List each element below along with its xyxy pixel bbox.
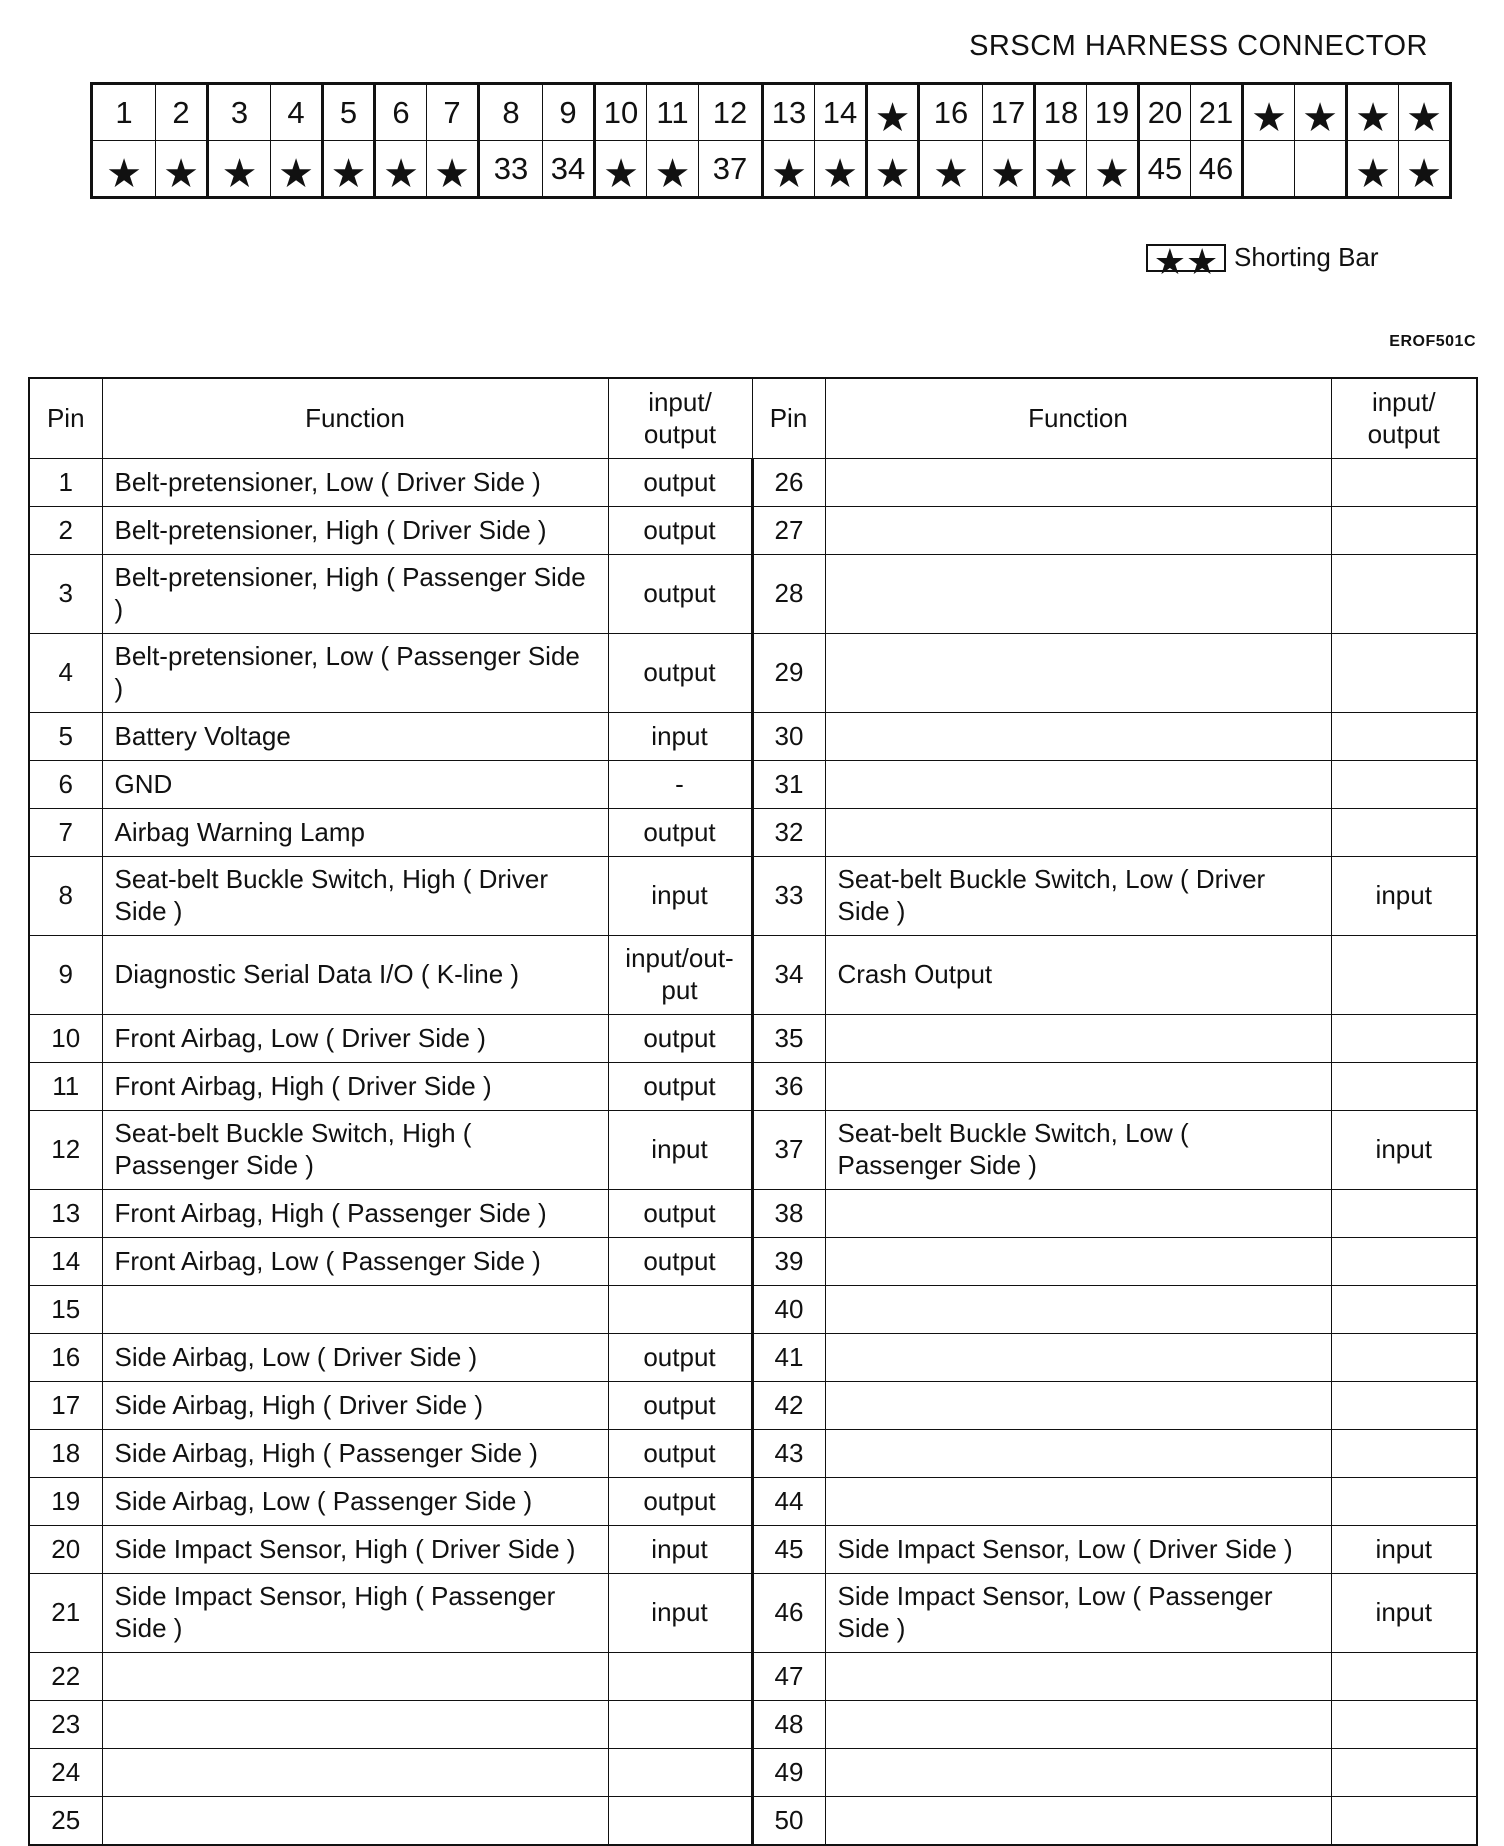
table-row <box>29 1286 1477 1334</box>
bottom_row-cell: 37 <box>699 141 763 198</box>
bottom_row-cell <box>1295 141 1347 198</box>
connector-title: SRSCM HARNESS CONNECTOR <box>969 30 1428 62</box>
top_row-cell: ★ <box>1295 84 1347 141</box>
function-cell: Side Impact Sensor, High ( Driver Side ) <box>102 1526 608 1574</box>
top_row-cell: 20 <box>1139 84 1191 141</box>
function-cell-right <box>825 1238 1331 1286</box>
shorting-bar-legend <box>1146 240 1379 282</box>
top_row-cell: 14 <box>815 84 867 141</box>
pin-cell-right: 31 <box>752 761 825 809</box>
function-cell: Battery Voltage <box>102 713 608 761</box>
function-cell-right <box>825 761 1331 809</box>
function-cell-right <box>825 1334 1331 1382</box>
table-row <box>29 1190 1477 1238</box>
table-row <box>29 1238 1477 1286</box>
bottom_row-cell: ★ <box>867 141 919 198</box>
function-cell-right: Seat-belt Buckle Switch, Low ( Driver Side ) <box>825 857 1331 936</box>
io-cell <box>608 1286 752 1334</box>
connector-top-row <box>92 84 1451 141</box>
pin-cell: 17 <box>29 1382 102 1430</box>
top_row-cell: 11 <box>647 84 699 141</box>
io-cell-right <box>1331 1478 1477 1526</box>
pin-cell: 4 <box>29 634 102 713</box>
pin-cell-right: 29 <box>752 634 825 713</box>
function-cell <box>102 1286 608 1334</box>
pin-cell: 19 <box>29 1478 102 1526</box>
top_row-cell: 9 <box>543 84 595 141</box>
table-row <box>29 1382 1477 1430</box>
pin-cell: 3 <box>29 555 102 634</box>
top_row-cell: 16 <box>919 84 983 141</box>
pin-cell: 10 <box>29 1015 102 1063</box>
pin-cell-right: 47 <box>752 1653 825 1701</box>
pin-cell-right: 39 <box>752 1238 825 1286</box>
io-cell-right <box>1331 1701 1477 1749</box>
function-cell-right <box>825 555 1331 634</box>
io-cell: output <box>608 1478 752 1526</box>
pin-cell: 16 <box>29 1334 102 1382</box>
io-cell-right: input <box>1331 1574 1477 1653</box>
io-cell-right <box>1331 459 1477 507</box>
function-cell-right: Crash Output <box>825 936 1331 1015</box>
top_row-cell: 17 <box>983 84 1035 141</box>
io-cell: output <box>608 1063 752 1111</box>
function-cell <box>102 1701 608 1749</box>
bottom_row-cell: ★ <box>323 141 375 198</box>
function-cell: Front Airbag, Low ( Driver Side ) <box>102 1015 608 1063</box>
top_row-cell: 12 <box>699 84 763 141</box>
function-cell-right <box>825 507 1331 555</box>
pin-cell: 12 <box>29 1111 102 1190</box>
header-io: input/ output <box>608 378 752 459</box>
table-row <box>29 634 1477 713</box>
io-cell: output <box>608 507 752 555</box>
io-cell-right <box>1331 1190 1477 1238</box>
header-function: Function <box>102 378 608 459</box>
figure-code: EROF501C <box>1389 333 1476 350</box>
io-cell-right <box>1331 634 1477 713</box>
function-cell: Belt-pretensioner, High ( Passenger Side ) <box>102 555 608 634</box>
pin-cell: 21 <box>29 1574 102 1653</box>
io-cell-right <box>1331 555 1477 634</box>
function-cell-right <box>825 809 1331 857</box>
pin-cell-right: 38 <box>752 1190 825 1238</box>
io-cell: output <box>608 1015 752 1063</box>
io-cell-right <box>1331 1015 1477 1063</box>
pin-cell-right: 48 <box>752 1701 825 1749</box>
table-row <box>29 936 1477 1015</box>
function-cell: Side Airbag, Low ( Passenger Side ) <box>102 1478 608 1526</box>
bottom_row-cell: ★ <box>427 141 479 198</box>
table-row <box>29 1430 1477 1478</box>
function-cell: Side Airbag, High ( Driver Side ) <box>102 1382 608 1430</box>
pin-cell-right: 40 <box>752 1286 825 1334</box>
io-cell-right <box>1331 1238 1477 1286</box>
function-cell: Side Airbag, Low ( Driver Side ) <box>102 1334 608 1382</box>
pin-cell: 13 <box>29 1190 102 1238</box>
io-cell: output <box>608 1334 752 1382</box>
io-cell: output <box>608 1238 752 1286</box>
function-cell <box>102 1797 608 1846</box>
io-cell-right <box>1331 1430 1477 1478</box>
pin-cell: 2 <box>29 507 102 555</box>
bottom_row-cell <box>1243 141 1295 198</box>
pin-cell-right: 43 <box>752 1430 825 1478</box>
bottom_row-cell: ★ <box>1035 141 1087 198</box>
table-row <box>29 1797 1477 1846</box>
bottom_row-cell: 45 <box>1139 141 1191 198</box>
function-cell <box>102 1653 608 1701</box>
bottom_row-cell: ★ <box>92 141 156 198</box>
top_row-cell: 5 <box>323 84 375 141</box>
pin-cell: 9 <box>29 936 102 1015</box>
function-cell-right <box>825 1430 1331 1478</box>
function-cell <box>102 1749 608 1797</box>
table-row <box>29 1701 1477 1749</box>
top_row-cell: ★ <box>1243 84 1295 141</box>
pin-cell: 15 <box>29 1286 102 1334</box>
io-cell-right <box>1331 507 1477 555</box>
bottom_row-cell: ★ <box>815 141 867 198</box>
table-row <box>29 1478 1477 1526</box>
pin-cell-right: 44 <box>752 1478 825 1526</box>
function-cell: Belt-pretensioner, Low ( Driver Side ) <box>102 459 608 507</box>
function-cell: Front Airbag, High ( Driver Side ) <box>102 1063 608 1111</box>
pin-cell-right: 28 <box>752 555 825 634</box>
top_row-cell: 10 <box>595 84 647 141</box>
bottom_row-cell: ★ <box>156 141 208 198</box>
pin-cell: 7 <box>29 809 102 857</box>
io-cell: output <box>608 1430 752 1478</box>
pin-function-table <box>28 377 1478 1846</box>
bottom_row-cell: ★ <box>763 141 815 198</box>
io-cell-right <box>1331 809 1477 857</box>
io-cell-right <box>1331 713 1477 761</box>
function-cell-right <box>825 459 1331 507</box>
io-cell <box>608 1797 752 1846</box>
header-io-right: input/ output <box>1331 378 1477 459</box>
function-cell-right <box>825 1286 1331 1334</box>
top_row-cell: ★ <box>1399 84 1451 141</box>
table-row <box>29 1063 1477 1111</box>
io-cell-right <box>1331 761 1477 809</box>
top_row-cell: 6 <box>375 84 427 141</box>
pin-cell: 23 <box>29 1701 102 1749</box>
function-cell-right <box>825 1701 1331 1749</box>
function-cell: Side Airbag, High ( Passenger Side ) <box>102 1430 608 1478</box>
function-cell-right <box>825 1382 1331 1430</box>
pin-cell-right: 37 <box>752 1111 825 1190</box>
function-cell: Front Airbag, Low ( Passenger Side ) <box>102 1238 608 1286</box>
shorting-bar-symbol: ★★ <box>1146 244 1226 272</box>
table-row <box>29 857 1477 936</box>
bottom_row-cell: ★ <box>208 141 271 198</box>
table-row <box>29 809 1477 857</box>
function-cell-right: Side Impact Sensor, Low ( Passenger Side ) <box>825 1574 1331 1653</box>
pin-cell: 11 <box>29 1063 102 1111</box>
function-cell-right <box>825 1015 1331 1063</box>
bottom_row-cell: ★ <box>1087 141 1139 198</box>
function-cell: Airbag Warning Lamp <box>102 809 608 857</box>
top_row-cell: 19 <box>1087 84 1139 141</box>
bottom_row-cell: 33 <box>479 141 543 198</box>
io-cell: output <box>608 1382 752 1430</box>
io-cell-right <box>1331 1063 1477 1111</box>
function-cell: Seat-belt Buckle Switch, High ( Passenger Side ) <box>102 1111 608 1190</box>
table-row <box>29 555 1477 634</box>
pin-cell-right: 36 <box>752 1063 825 1111</box>
top_row-cell: 8 <box>479 84 543 141</box>
top_row-cell: ★ <box>867 84 919 141</box>
bottom_row-cell: ★ <box>375 141 427 198</box>
io-cell-right <box>1331 936 1477 1015</box>
pin-cell-right: 41 <box>752 1334 825 1382</box>
pin-cell-right: 32 <box>752 809 825 857</box>
function-cell-right <box>825 1478 1331 1526</box>
io-cell: output <box>608 459 752 507</box>
pin-cell-right: 49 <box>752 1749 825 1797</box>
shorting-bar-label: Shorting Bar <box>1234 242 1379 272</box>
table-row <box>29 1653 1477 1701</box>
pin-cell: 8 <box>29 857 102 936</box>
io-cell <box>608 1701 752 1749</box>
pin-cell: 20 <box>29 1526 102 1574</box>
function-cell-right <box>825 1063 1331 1111</box>
function-cell: Side Impact Sensor, High ( Passenger Side ) <box>102 1574 608 1653</box>
io-cell: input <box>608 857 752 936</box>
function-cell-right <box>825 1190 1331 1238</box>
io-cell-right: input <box>1331 1526 1477 1574</box>
function-cell-right <box>825 1749 1331 1797</box>
function-cell: Front Airbag, High ( Passenger Side ) <box>102 1190 608 1238</box>
pin-cell-right: 34 <box>752 936 825 1015</box>
header-pin: Pin <box>29 378 102 459</box>
top_row-cell: 3 <box>208 84 271 141</box>
pin-cell: 22 <box>29 1653 102 1701</box>
bottom_row-cell: ★ <box>983 141 1035 198</box>
pin-cell: 14 <box>29 1238 102 1286</box>
io-cell-right <box>1331 1286 1477 1334</box>
pin-cell-right: 30 <box>752 713 825 761</box>
io-cell: output <box>608 1190 752 1238</box>
function-cell-right <box>825 1653 1331 1701</box>
io-cell <box>608 1749 752 1797</box>
table-row <box>29 1574 1477 1653</box>
pin-cell: 6 <box>29 761 102 809</box>
io-cell: output <box>608 809 752 857</box>
top_row-cell: 18 <box>1035 84 1087 141</box>
table-row <box>29 459 1477 507</box>
top_row-cell: 13 <box>763 84 815 141</box>
bottom_row-cell: ★ <box>919 141 983 198</box>
header-pin-right: Pin <box>752 378 825 459</box>
table-row <box>29 761 1477 809</box>
bottom_row-cell: ★ <box>271 141 323 198</box>
pin-cell: 5 <box>29 713 102 761</box>
top_row-cell: 21 <box>1191 84 1243 141</box>
top_row-cell: 2 <box>156 84 208 141</box>
io-cell: input <box>608 1111 752 1190</box>
io-cell: input/out- put <box>608 936 752 1015</box>
table-header-row <box>29 378 1477 459</box>
table-row <box>29 1749 1477 1797</box>
io-cell-right: input <box>1331 1111 1477 1190</box>
io-cell: input <box>608 1574 752 1653</box>
table-row <box>29 1526 1477 1574</box>
bottom_row-cell: 34 <box>543 141 595 198</box>
io-cell-right <box>1331 1749 1477 1797</box>
function-cell-right: Seat-belt Buckle Switch, Low ( Passenger Side ) <box>825 1111 1331 1190</box>
bottom_row-cell: 46 <box>1191 141 1243 198</box>
top_row-cell: 4 <box>271 84 323 141</box>
top_row-cell: 7 <box>427 84 479 141</box>
pin-cell-right: 26 <box>752 459 825 507</box>
table-row <box>29 713 1477 761</box>
io-cell-right <box>1331 1334 1477 1382</box>
pin-cell: 18 <box>29 1430 102 1478</box>
table-row <box>29 1334 1477 1382</box>
pin-cell: 1 <box>29 459 102 507</box>
function-cell-right <box>825 1797 1331 1846</box>
pin-cell-right: 50 <box>752 1797 825 1846</box>
function-cell-right <box>825 634 1331 713</box>
pin-cell-right: 46 <box>752 1574 825 1653</box>
io-cell: - <box>608 761 752 809</box>
bottom_row-cell: ★ <box>595 141 647 198</box>
pin-cell-right: 33 <box>752 857 825 936</box>
bottom_row-cell: ★ <box>1347 141 1399 198</box>
bottom_row-cell: ★ <box>647 141 699 198</box>
pin-cell: 24 <box>29 1749 102 1797</box>
function-cell: GND <box>102 761 608 809</box>
function-cell-right: Side Impact Sensor, Low ( Driver Side ) <box>825 1526 1331 1574</box>
function-cell: Seat-belt Buckle Switch, High ( Driver Side ) <box>102 857 608 936</box>
pin-cell-right: 42 <box>752 1382 825 1430</box>
pin-cell-right: 45 <box>752 1526 825 1574</box>
table-row <box>29 1111 1477 1190</box>
function-cell: Belt-pretensioner, Low ( Passenger Side ) <box>102 634 608 713</box>
connector-diagram <box>90 82 1452 199</box>
function-cell: Belt-pretensioner, High ( Driver Side ) <box>102 507 608 555</box>
io-cell: output <box>608 634 752 713</box>
io-cell: input <box>608 1526 752 1574</box>
function-cell: Diagnostic Serial Data I/O ( K-line ) <box>102 936 608 1015</box>
io-cell-right: input <box>1331 857 1477 936</box>
io-cell: input <box>608 713 752 761</box>
io-cell <box>608 1653 752 1701</box>
io-cell: output <box>608 555 752 634</box>
io-cell-right <box>1331 1797 1477 1846</box>
io-cell-right <box>1331 1653 1477 1701</box>
bottom_row-cell: ★ <box>1399 141 1451 198</box>
function-cell-right <box>825 713 1331 761</box>
pin-cell: 25 <box>29 1797 102 1846</box>
table-row <box>29 507 1477 555</box>
pin-cell-right: 35 <box>752 1015 825 1063</box>
header-function-right: Function <box>825 378 1331 459</box>
io-cell-right <box>1331 1382 1477 1430</box>
top_row-cell: ★ <box>1347 84 1399 141</box>
table-row <box>29 1015 1477 1063</box>
connector-bottom-row <box>92 141 1451 198</box>
top_row-cell: 1 <box>92 84 156 141</box>
pin-cell-right: 27 <box>752 507 825 555</box>
